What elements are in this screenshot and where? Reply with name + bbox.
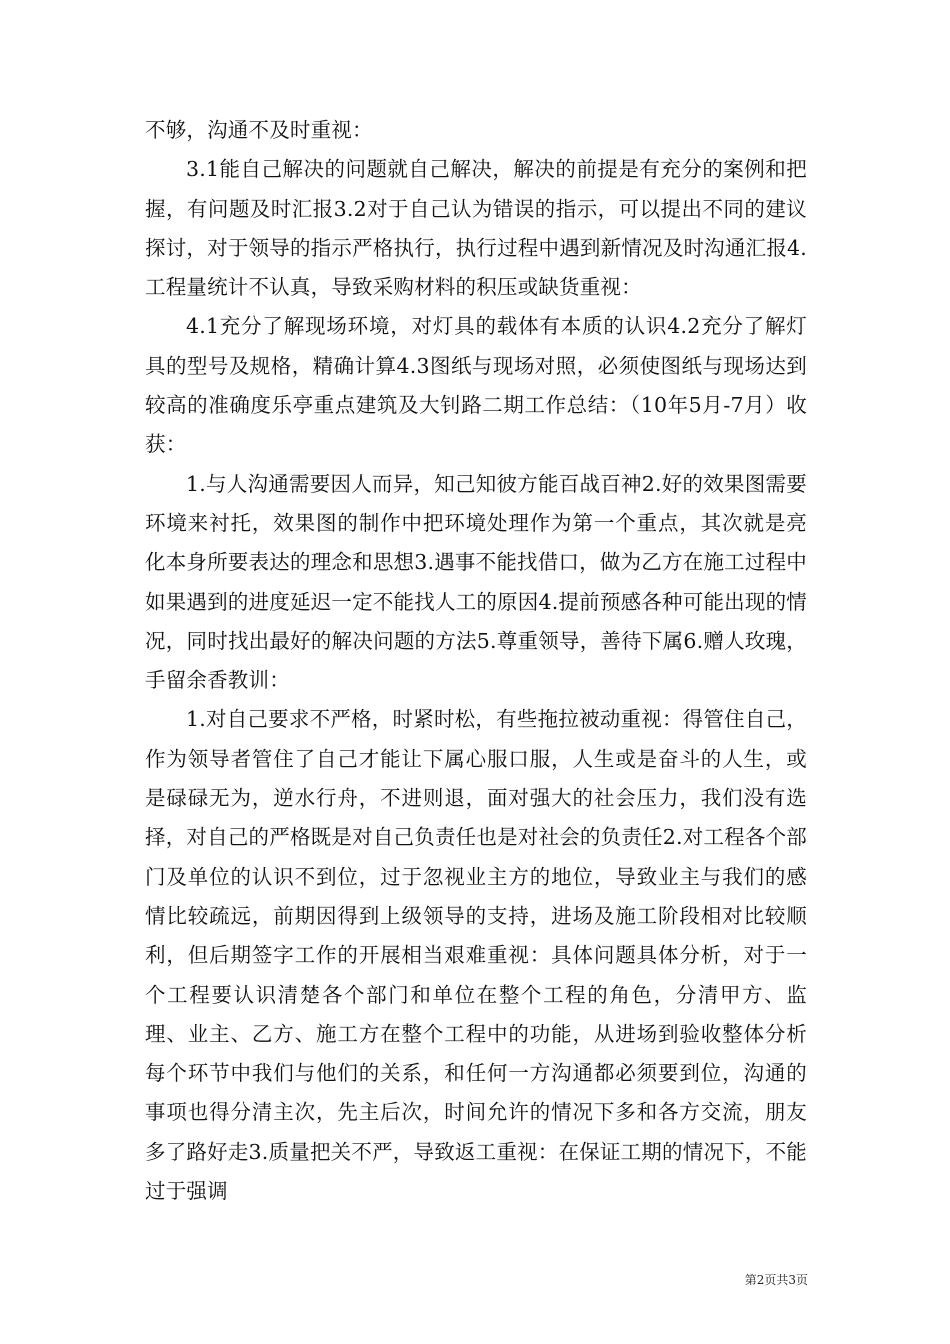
page-number-footer: 第2页共3页	[744, 1273, 808, 1287]
document-body	[145, 111, 807, 1211]
paragraph-3: 4.1充分了解现场环境，对灯具的载体有本质的认识4.2充分了解灯具的型号及规格，精确计算4.3图纸与现场对照，必须使图纸与现场达到较高的准确度乐亭重点建筑及大钊路二期工作总结：（10年5月-7月）收获：	[145, 314, 807, 457]
paragraph-4: 1.与人沟通需要因人而异，知己知彼方能百战百神2.好的效果图需要环境来衬托，效果图的制作中把环境处理作为第一个重点，其次就是亮化本身所要表达的理念和思想3.遇事不能找借口，做为乙方在施工过程中如果遇到的进度延迟一定不能找人工的原因4.提前预感各种可能出现的情况，同时找出最好的解决问题的方法5.尊重领导，善待下属6.赠人玫瑰，手留余香教训：	[145, 471, 807, 693]
paragraph-2: 3.1能自己解决的问题就自己解决，解决的前提是有充分的案例和把握，有问题及时汇报3.2对于自己认为错误的指示，可以提出不同的建议探讨，对于领导的指示严格执行，执行过程中遇到新情况及时沟通汇报4.工程量统计不认真，导致采购材料的积压或缺货重视：	[145, 157, 807, 300]
paragraph-5: 1.对自己要求不严格，时紧时松，有些拖拉被动重视：得管住自己，作为领导者管住了自己才能让下属心服口服，人生或是奋斗的人生，或是碌碌无为，逆水行舟，不进则退，面对强大的社会压力，我们没有选择，对自己的严格既是对自己负责任也是对社会的负责任2.对工程各个部门及单位的认识不到位，过于忽视业主方的地位，导致业主与我们的感情比较疏远，前期因得到上级领导的支持，进场及施工阶段相对比较顺利，但后期签字工作的开展相当艰难重视：具体问题具体分析，对于一个工程要认识清楚各个部门和单位在整个工程的角色，分清甲方、监理、业主、乙方、施工方在整个工程中的功能，从进场到验收整体分析每个环节中我们与他们的关系，和任何一方沟通都必须要到位，沟通的事项也得分清主次，先主后次，时间允许的情况下多和各方交流，朋友多了路好走3.质量把关不严，导致返工重视：在保证工期的情况下，不能过于强调	[145, 707, 807, 1204]
paragraph-1: 不够，沟通不及时重视：	[145, 118, 373, 142]
